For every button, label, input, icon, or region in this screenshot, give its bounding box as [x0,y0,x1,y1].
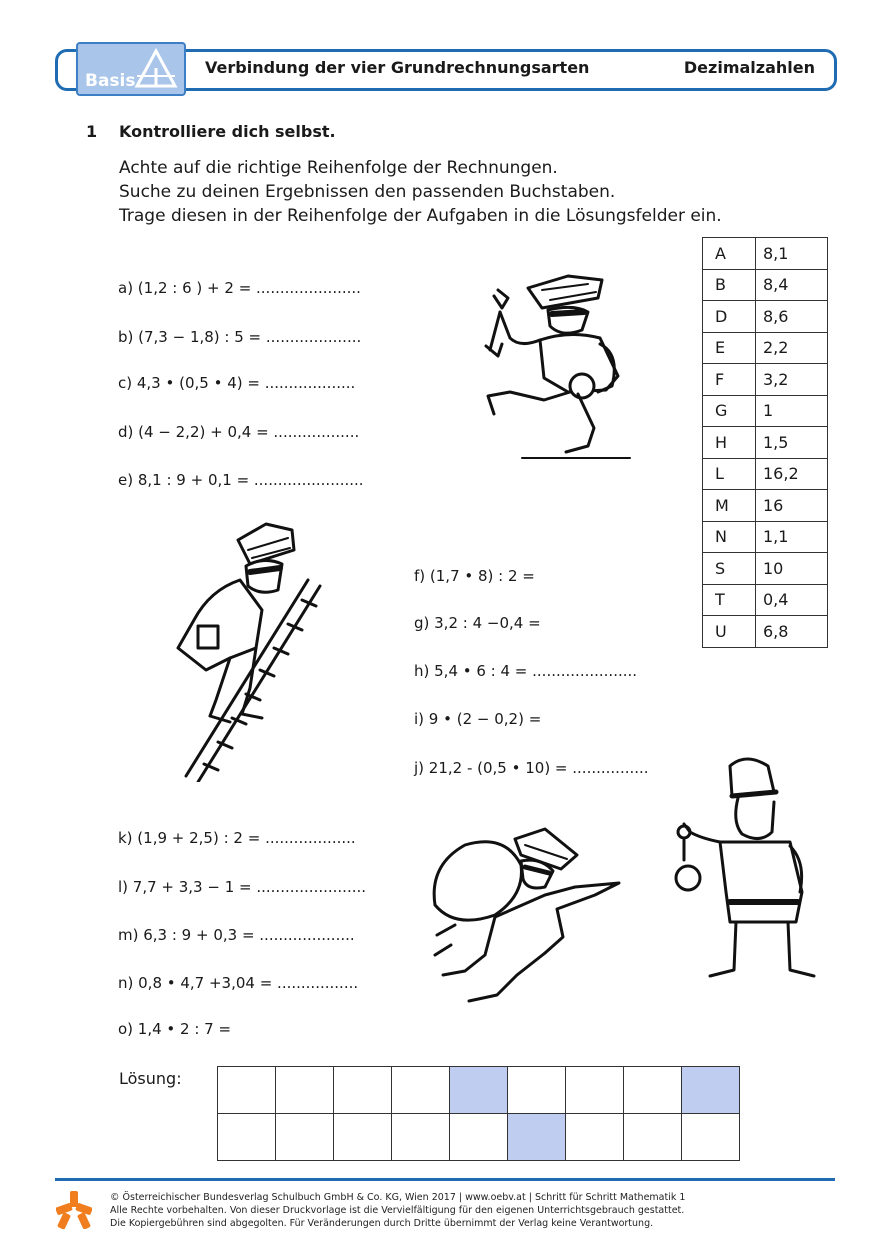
instruction-line: Suche zu deinen Ergebnissen den passenden Buchstaben. [119,182,616,202]
basis-logo [76,42,186,96]
table-value: 1,5 [756,427,828,459]
table-value: 10 [756,553,828,585]
solution-cell-highlighted[interactable] [508,1114,566,1161]
table-row [703,584,828,616]
exercise-d: d) (4 − 2,2) + 0,4 = .................. [118,423,360,441]
table-letter: A [703,238,756,270]
solution-cell[interactable] [450,1114,508,1161]
exercise-m: m) 6,3 : 9 + 0,3 = .................... [118,926,355,944]
table-letter: G [703,395,756,427]
table-row [703,427,828,459]
task-number: 1 [86,122,98,141]
table-row [703,395,828,427]
solution-cell[interactable] [334,1067,392,1114]
footer-line: Alle Rechte vorbehalten. Von dieser Druckvorlage ist die Vervielfältigung für den eigenen Unterrichtsgebrauch gestattet. [110,1205,685,1216]
exercise-c: c) 4,3 • (0,5 • 4) = ................... [118,374,356,392]
table-row [703,332,828,364]
table-row [703,301,828,333]
solution-grid [217,1066,740,1161]
exercise-e: e) 8,1 : 9 + 0,1 = ....................... [118,471,364,489]
solution-cell[interactable] [682,1114,740,1161]
task-title: Kontrolliere dich selbst. [119,122,336,141]
thief-on-ladder-illustration [170,520,330,782]
thief-with-wrench-illustration [470,268,635,463]
table-letter: M [703,490,756,522]
footer-line: © Österreichischer Bundesverlag Schulbuch GmbH & Co. KG, Wien 2017 | www.oebv.at | Schritt für Schritt Mathematik 1 [110,1192,686,1203]
solution-cell[interactable] [392,1114,450,1161]
solution-row [218,1114,740,1161]
basis-logo-text: Basis [85,71,136,91]
solution-cell-highlighted[interactable] [450,1067,508,1114]
table-row [703,458,828,490]
solution-label: Lösung: [119,1069,182,1088]
table-row [703,521,828,553]
header-topic: Dezimalzahlen [683,58,815,77]
table-letter: T [703,584,756,616]
table-value: 8,6 [756,301,828,333]
solution-cell[interactable] [624,1114,682,1161]
exercise-a: a) (1,2 : 6 ) + 2 = ...................... [118,279,361,297]
footer-line: Die Kopiergebühren sind abgegolten. Für Veränderungen durch Dritte übernimmt der Verlag keine Verantwortung. [110,1218,654,1229]
footer-divider [55,1178,835,1181]
solution-cell[interactable] [624,1067,682,1114]
solution-row [218,1067,740,1114]
table-value: 3,2 [756,364,828,396]
solution-cell[interactable] [276,1114,334,1161]
exercise-g: g) 3,2 : 4 −0,4 = [414,614,541,632]
table-letter: L [703,458,756,490]
table-row [703,364,828,396]
table-letter: B [703,269,756,301]
solution-cell-highlighted[interactable] [682,1067,740,1114]
table-value: 16,2 [756,458,828,490]
exercise-k: k) (1,9 + 2,5) : 2 = ................... [118,829,356,847]
table-letter: F [703,364,756,396]
table-value: 1 [756,395,828,427]
solution-cell[interactable] [566,1067,624,1114]
exercise-j: j) 21,2 - (0,5 • 10) = ................ [414,759,649,777]
instruction-line: Trage diesen in der Reihenfolge der Aufgaben in die Lösungsfelder ein. [119,206,722,226]
solution-cell[interactable] [276,1067,334,1114]
table-row [703,553,828,585]
table-letter: D [703,301,756,333]
table-row [703,616,828,648]
header-title: Verbindung der vier Grundrechnungsarten [205,58,590,77]
exercise-f: f) (1,7 • 8) : 2 = [414,567,535,585]
table-value: 0,4 [756,584,828,616]
exercise-o: o) 1,4 • 2 : 7 = [118,1020,232,1038]
thief-with-sack-illustration [425,825,630,1010]
instruction-line: Achte auf die richtige Reihenfolge der Rechnungen. [119,158,558,178]
exercise-n: n) 0,8 • 4,7 +3,04 = ................. [118,974,359,992]
table-value: 8,1 [756,238,828,270]
solution-cell[interactable] [392,1067,450,1114]
table-letter: N [703,521,756,553]
solution-cell[interactable] [566,1114,624,1161]
triangle-ruler-icon [134,48,178,90]
letter-value-table [702,237,828,648]
publisher-logo-icon [56,1191,92,1229]
solution-cell[interactable] [334,1114,392,1161]
table-letter: U [703,616,756,648]
exercise-i: i) 9 • (2 − 0,2) = [414,710,542,728]
table-letter: S [703,553,756,585]
solution-cell[interactable] [508,1067,566,1114]
table-letter: E [703,332,756,364]
footer-text [110,1191,685,1230]
table-value: 8,4 [756,269,828,301]
exercise-h: h) 5,4 • 6 : 4 = ...................... [414,662,638,680]
table-value: 16 [756,490,828,522]
solution-cell[interactable] [218,1067,276,1114]
table-letter: H [703,427,756,459]
table-value: 1,1 [756,521,828,553]
police-officer-illustration [670,752,820,982]
exercise-b: b) (7,3 − 1,8) : 5 = .................... [118,328,362,346]
table-value: 6,8 [756,616,828,648]
solution-cell[interactable] [218,1114,276,1161]
table-row [703,269,828,301]
table-row [703,238,828,270]
exercise-l: l) 7,7 + 3,3 − 1 = ....................... [118,878,367,896]
table-row [703,490,828,522]
table-value: 2,2 [756,332,828,364]
